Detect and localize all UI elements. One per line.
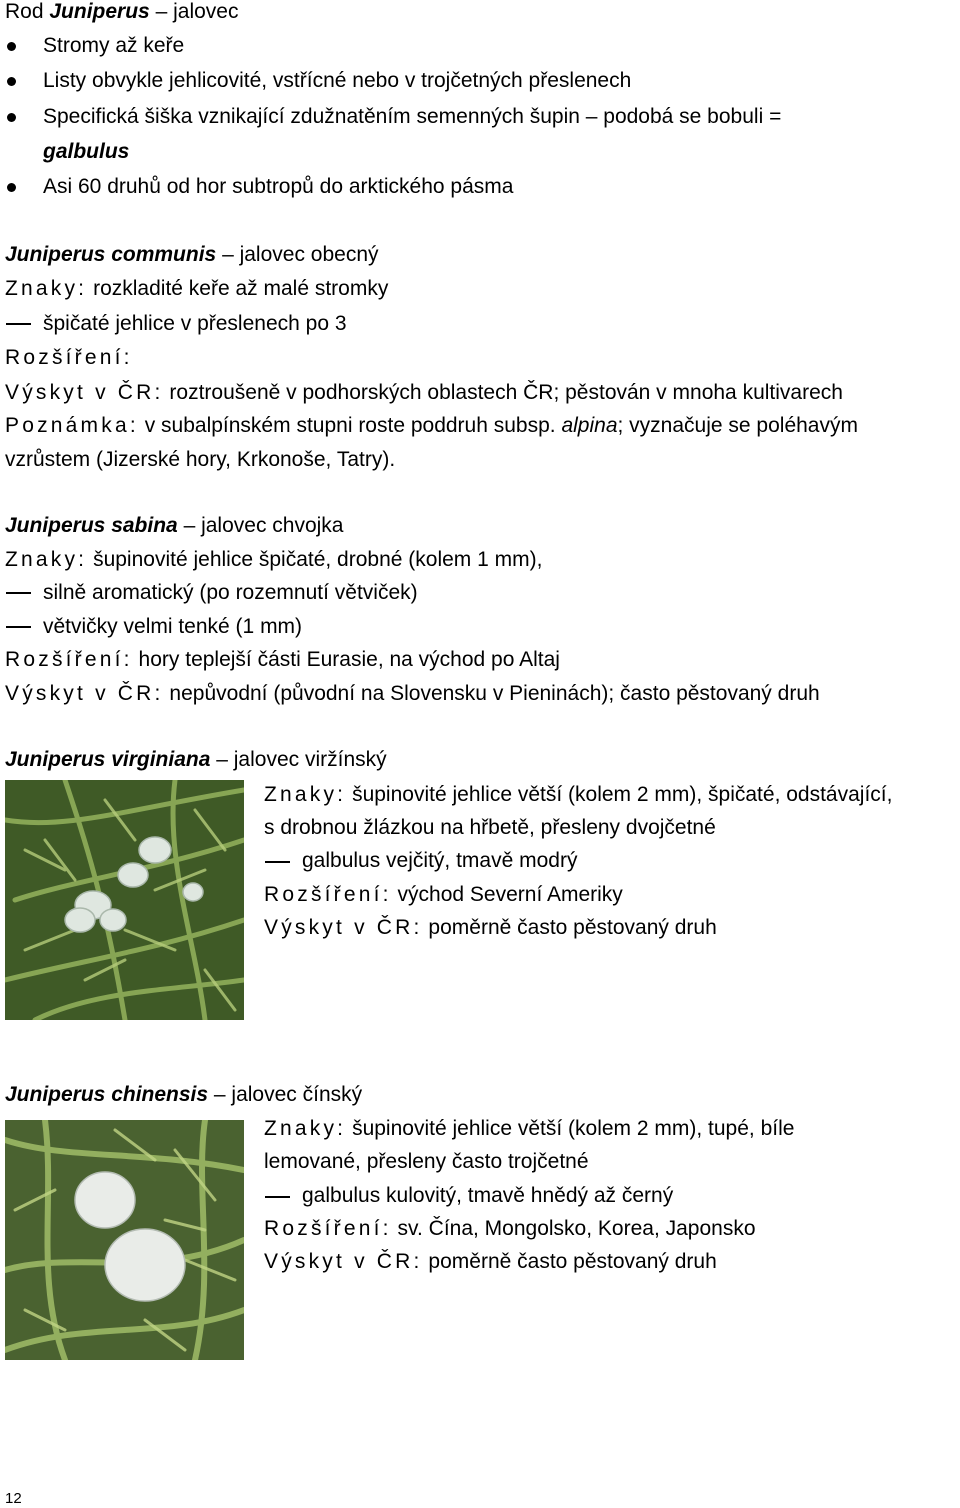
label-vyskyt: Výskyt v ČR: (5, 381, 164, 404)
chinensis-znaky-line2: lemované, přesleny často trojčetné (264, 1150, 589, 1173)
znaky-text: šupinovité jehlice větší (kolem 2 mm), špičaté, odstávající, (352, 783, 893, 806)
species-common: – jalovec obecný (222, 243, 379, 266)
chinensis-vyskyt (264, 1249, 717, 1275)
label-rozsireni: Rozšíření: (264, 883, 392, 906)
page-number: 12 (5, 1490, 22, 1507)
znaky-text: šupinovité jehlice větší (kolem 2 mm), tupé, bíle (352, 1117, 795, 1140)
chinensis-znaky (264, 1116, 794, 1142)
rozsireni-text: hory teplejší části Eurasie, na východ po Altaj (138, 648, 560, 671)
label-rozsireni: Rozšíření: (264, 1217, 392, 1240)
poznamka-text-b: alpina (561, 414, 618, 437)
species-name: Juniperus sabina (5, 514, 178, 537)
genus-common: jalovec (173, 0, 239, 23)
virginiana-znaky (264, 782, 892, 808)
virginiana-rozsireni (264, 882, 623, 908)
bullet-dot (7, 42, 16, 51)
poznamka-text-c: ; vyznačuje se poléhavým (617, 414, 858, 437)
genus-bullet-3-cont: galbulus (43, 140, 130, 163)
chinensis-dash-1: galbulus kulovitý, tmavě hnědý až černý (302, 1184, 674, 1207)
vyskyt-text: poměrně často pěstovaný druh (428, 916, 717, 939)
bullet-dot (7, 77, 16, 86)
genus-bullet-3: Specifická šiška vznikající zdužnatěním semenných šupin – podobá se bobuli = (43, 105, 782, 128)
label-znaky: Znaky: (264, 783, 347, 806)
sabina-znaky (5, 547, 542, 573)
sabina-vyskyt (5, 681, 820, 707)
label-vyskyt: Výskyt v ČR: (5, 682, 164, 705)
label-znaky: Znaky: (264, 1117, 347, 1140)
species-name: Juniperus communis (5, 243, 217, 266)
label-rozsireni: Rozšíření: (5, 648, 133, 671)
virginiana-vyskyt (264, 915, 717, 941)
dash-marker (6, 592, 31, 594)
genus-bullet-4: Asi 60 druhů od hor subtropů do arktického pásma (43, 175, 514, 198)
communis-rozsireni-label: Rozšíření: (5, 346, 133, 369)
label-znaky: Znaky: (5, 548, 88, 571)
genus-bullet-1: Stromy až keře (43, 34, 185, 57)
communis-dash-1: špičaté jehlice v přeslenech po 3 (43, 312, 347, 335)
communis-znaky (5, 276, 388, 302)
bullet-dot (7, 183, 16, 192)
vyskyt-text: poměrně často pěstovaný druh (428, 1250, 717, 1273)
dash-marker (6, 323, 31, 325)
genus-sep: – (155, 0, 168, 23)
dash-marker (265, 1196, 290, 1198)
vyskyt-text: roztroušeně v podhorských oblastech ČR; pěstován v mnoha kultivarech (169, 381, 843, 404)
species-common: – jalovec chvojka (183, 514, 344, 537)
species-common: – jalovec čínský (213, 1083, 363, 1106)
label-vyskyt: Výskyt v ČR: (264, 1250, 423, 1273)
znaky-text: šupinovité jehlice špičaté, drobné (kolem 1 mm), (93, 548, 543, 571)
virginiana-znaky-line2: s drobnou žlázkou na hřbetě, přesleny dvojčetné (264, 816, 716, 839)
label-poznamka: Poznámka: (5, 414, 139, 437)
communis-poznamka-line2: vzrůstem (Jizerské hory, Krkonoše, Tatry). (5, 448, 396, 471)
label-vyskyt: Výskyt v ČR: (264, 916, 423, 939)
genus-title (5, 0, 238, 25)
communis-heading (5, 242, 379, 268)
rozsireni-text: východ Severní Ameriky (397, 883, 623, 906)
vyskyt-text: nepůvodní (původní na Slovensku v Pieninách); často pěstovaný druh (169, 682, 820, 705)
chinensis-branch-illustration (5, 1120, 244, 1360)
genus-name: Juniperus (49, 0, 150, 23)
sabina-heading (5, 513, 343, 539)
virginiana-branch-illustration (5, 780, 244, 1020)
species-name: Juniperus virginiana (5, 748, 211, 771)
bullet-dot (7, 113, 16, 122)
virginiana-dash-1: galbulus vejčitý, tmavě modrý (302, 849, 578, 872)
genus-bullet-2: Listy obvykle jehlicovité, vstřícné nebo v trojčetných přeslenech (43, 69, 632, 92)
chinensis-rozsireni (264, 1216, 756, 1242)
sabina-dash-1: silně aromatický (po rozemnutí větviček) (43, 581, 418, 604)
label-znaky: Znaky: (5, 277, 88, 300)
genus-prefix: Rod (5, 0, 44, 23)
sabina-rozsireni (5, 647, 560, 673)
virginiana-photo (5, 780, 244, 1020)
poznamka-text-a: v subalpínském stupni roste poddruh subsp. (144, 414, 556, 437)
communis-poznamka (5, 413, 858, 439)
rozsireni-text: sv. Čína, Mongolsko, Korea, Japonsko (397, 1217, 756, 1240)
virginiana-heading (5, 747, 387, 773)
znaky-text: rozkladité keře až malé stromky (93, 277, 389, 300)
chinensis-heading (5, 1082, 362, 1108)
sabina-dash-2: větvičky velmi tenké (1 mm) (43, 615, 303, 638)
species-common: – jalovec viržínský (216, 748, 387, 771)
chinensis-photo (5, 1120, 244, 1360)
species-name: Juniperus chinensis (5, 1083, 209, 1106)
communis-vyskyt (5, 380, 843, 406)
dash-marker (265, 861, 290, 863)
dash-marker (6, 626, 31, 628)
